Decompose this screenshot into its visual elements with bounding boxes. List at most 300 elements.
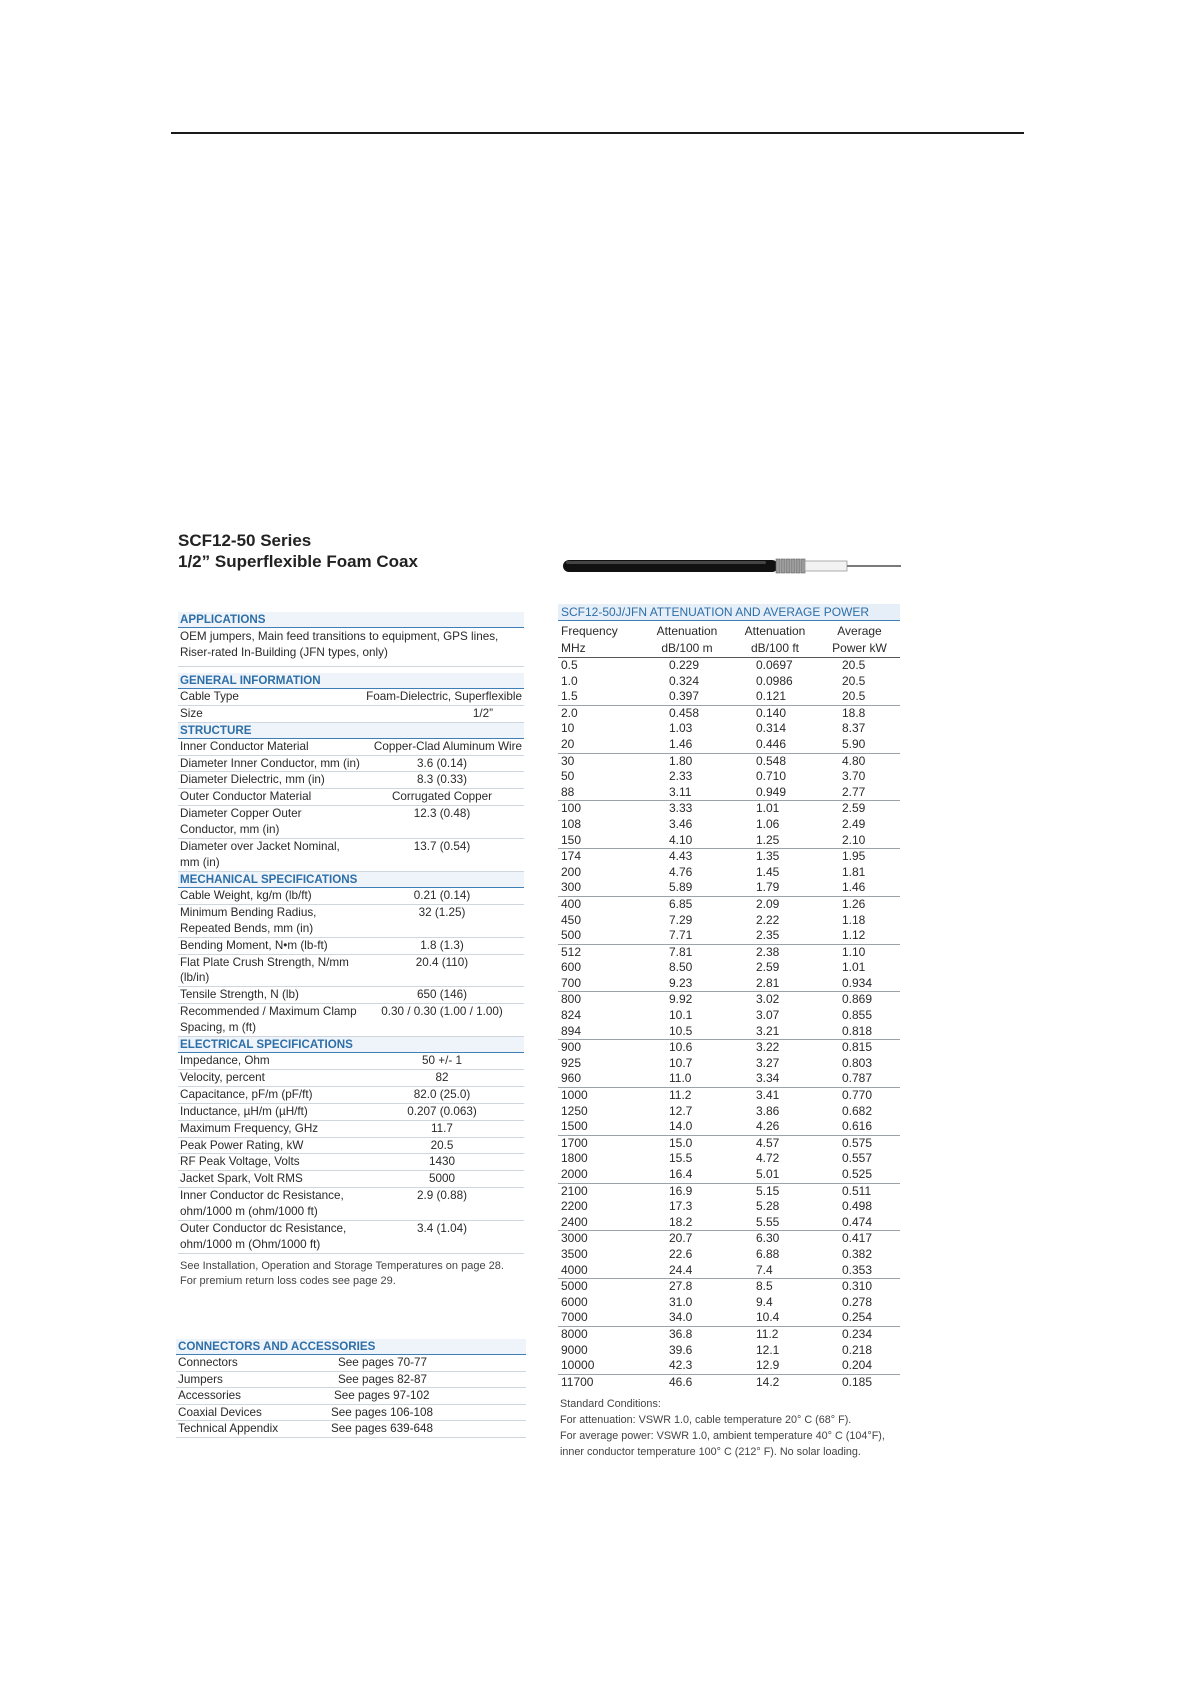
- connector-row: [176, 1372, 526, 1389]
- attenuation-ft-cell: 9.4: [756, 1294, 773, 1309]
- attenuation-row: [558, 1247, 900, 1263]
- spec-label: Minimum Bending Radius, Repeated Bends, mm (in): [180, 905, 317, 935]
- attenuation-ft-cell: 3.22: [756, 1040, 780, 1055]
- attenuation-ft-cell: 0.949: [756, 784, 787, 799]
- attenuation-ft-cell: 2.09: [756, 896, 780, 911]
- frequency-cell: 2100: [561, 1183, 588, 1198]
- spec-row: [178, 1004, 524, 1037]
- frequency-cell: 1000: [561, 1088, 588, 1103]
- spec-label: Diameter over Jacket Nominal, mm (in): [180, 840, 340, 869]
- applications-header: APPLICATIONS: [178, 612, 524, 628]
- average-power-cell: 0.557: [842, 1151, 873, 1166]
- spec-label: Outer Conductor dc Resistance, ohm/1000 m (Ohm/1000 ft): [180, 1222, 347, 1251]
- attenuation-m-cell: 4.76: [669, 864, 693, 879]
- spec-label: Outer Conductor Material: [180, 790, 312, 804]
- series-title: SCF12-50 Series: [178, 531, 312, 550]
- attenuation-m-cell: 10.7: [669, 1055, 693, 1070]
- attenuation-ft-cell: 2.59: [756, 960, 780, 975]
- spec-label: Inner Conductor Material: [180, 739, 309, 753]
- attenuation-m-cell: 4.10: [669, 832, 693, 847]
- frequency-cell: 700: [561, 975, 582, 990]
- average-power-cell: 1.95: [842, 849, 866, 864]
- frequency-cell: 100: [561, 801, 582, 816]
- attenuation-ft-cell: 1.45: [756, 864, 780, 879]
- average-power-cell: 0.185: [842, 1374, 873, 1389]
- attenuation-row: [558, 945, 900, 961]
- spec-value: 5000: [428, 1172, 455, 1186]
- spec-value: 1/2”: [472, 706, 494, 720]
- attenuation-m-cell: 7.29: [669, 912, 693, 927]
- spec-label: Maximum Frequency, GHz: [180, 1121, 319, 1135]
- spec-row: [178, 987, 524, 1004]
- attenuation-m-cell: 1.03: [669, 721, 693, 736]
- average-power-cell: 0.525: [842, 1167, 873, 1181]
- average-power-cell: 0.575: [842, 1135, 873, 1150]
- note-line: See Installation, Operation and Storage Temperatures on page 28.: [180, 1259, 504, 1272]
- frequency-cell: 108: [561, 816, 582, 831]
- attenuation-m-cell: 22.6: [669, 1246, 693, 1261]
- attenuation-row: [558, 833, 900, 850]
- attenuation-ft-cell: 6.30: [756, 1231, 780, 1246]
- column-header-line: Power kW: [832, 641, 887, 655]
- spec-row: [178, 1138, 524, 1155]
- average-power-cell: 0.382: [842, 1246, 873, 1261]
- average-power-cell: 5.90: [842, 736, 866, 751]
- attenuation-m-cell: 0.397: [669, 689, 700, 704]
- spec-row: [178, 806, 524, 839]
- electrical-specifications-header: ELECTRICAL SPECIFICATIONS: [178, 1037, 524, 1053]
- spec-row: [178, 689, 524, 706]
- spec-value: Foam-Dielectric, Superflexible: [366, 689, 522, 703]
- frequency-cell: 400: [561, 896, 582, 911]
- attenuation-ft-cell: 1.06: [756, 816, 780, 831]
- spec-value: 650 (146): [416, 988, 468, 1002]
- attenuation-ft-cell: 5.01: [756, 1167, 780, 1181]
- connector-row: [176, 1388, 526, 1405]
- spec-row: [178, 1087, 524, 1104]
- average-power-cell: 1.18: [842, 912, 866, 927]
- column-header-line: MHz: [561, 641, 586, 655]
- attenuation-ft-cell: 3.86: [756, 1103, 780, 1118]
- attenuation-m-cell: 11.2: [669, 1088, 692, 1103]
- spec-label: Inner Conductor dc Resistance, ohm/1000 m (ohm/1000 ft): [180, 1189, 344, 1219]
- attenuation-m-cell: 6.85: [669, 896, 693, 911]
- frequency-cell: 300: [561, 880, 582, 895]
- frequency-cell: 150: [561, 832, 582, 847]
- attenuation-m-cell: 7.71: [669, 928, 693, 943]
- attenuation-m-cell: 20.7: [669, 1231, 693, 1246]
- structure-header: STRUCTURE: [178, 723, 524, 739]
- average-power-cell: 20.5: [842, 673, 866, 688]
- attenuation-ft-cell: 3.41: [756, 1088, 780, 1103]
- average-power-cell: 0.511: [842, 1183, 872, 1198]
- attenuation-m-cell: 16.9: [669, 1183, 693, 1198]
- average-power-cell: 20.5: [842, 689, 866, 704]
- connectors-accessories-panel: [176, 1339, 526, 1438]
- attenuation-row: [558, 880, 900, 897]
- frequency-cell: 0.5: [561, 658, 578, 672]
- frequency-cell: 1250: [561, 1103, 588, 1118]
- spec-value: 11.7: [431, 1121, 453, 1135]
- spec-value: 32 (1.25): [418, 905, 466, 919]
- spec-row: [178, 1070, 524, 1087]
- attenuation-row: [558, 1184, 900, 1200]
- general-information-header: GENERAL INFORMATION: [178, 673, 524, 689]
- frequency-cell: 3000: [561, 1231, 588, 1246]
- product-title: [178, 530, 418, 572]
- attenuation-ft-cell: 2.35: [756, 928, 780, 943]
- attenuation-ft-cell: 4.72: [756, 1151, 780, 1166]
- product-subtitle: 1/2” Superflexible Foam Coax: [178, 552, 418, 571]
- attenuation-row: [558, 658, 900, 674]
- attenuation-row: [558, 1310, 900, 1327]
- attenuation-row: [558, 960, 900, 976]
- average-power-cell: 0.616: [842, 1119, 873, 1134]
- attenuation-ft-cell: 10.4: [756, 1310, 780, 1325]
- spec-row: [178, 772, 524, 789]
- attenuation-ft-cell: 1.01: [756, 801, 780, 816]
- spec-row: [178, 955, 524, 988]
- spec-row: [178, 1221, 524, 1254]
- column-header-line: dB/100 ft: [750, 641, 800, 655]
- attenuation-ft-cell: 1.79: [756, 880, 780, 895]
- spec-value: 82.0 (25.0): [413, 1087, 471, 1101]
- connector-label: Connectors: [178, 1356, 238, 1369]
- attenuation-ft-cell: 8.5: [756, 1279, 773, 1294]
- average-power-cell: 1.10: [842, 944, 866, 959]
- spec-label: Recommended / Maximum Clamp Spacing, m (ft): [180, 1005, 357, 1035]
- attenuation-row: [558, 785, 900, 802]
- frequency-cell: 2200: [561, 1199, 588, 1214]
- average-power-cell: 0.218: [842, 1342, 873, 1357]
- connector-label: Jumpers: [178, 1372, 223, 1386]
- average-power-cell: 0.204: [842, 1358, 873, 1373]
- attenuation-ft-cell: 3.21: [756, 1023, 780, 1038]
- attenuation-ft-cell: 2.22: [756, 912, 780, 927]
- attenuation-row: [558, 865, 900, 881]
- attenuation-m-cell: 0.324: [669, 673, 700, 688]
- attenuation-m-cell: 16.4: [669, 1167, 693, 1181]
- frequency-cell: 11700: [561, 1374, 594, 1389]
- attenuation-m-cell: 18.2: [669, 1214, 693, 1229]
- attenuation-ft-cell: 2.38: [756, 944, 780, 959]
- frequency-cell: 10000: [561, 1358, 595, 1373]
- spec-label: Cable Type: [180, 689, 239, 703]
- attenuation-ft-cell: 4.26: [756, 1119, 780, 1134]
- spec-label: Bending Moment, N•m (lb-ft): [180, 938, 328, 952]
- attenuation-m-cell: 31.0: [669, 1294, 693, 1309]
- frequency-cell: 50: [561, 769, 575, 784]
- average-power-cell: 2.49: [842, 816, 866, 831]
- attenuation-m-cell: 10.1: [669, 1008, 693, 1023]
- attenuation-row: [558, 1343, 900, 1359]
- attenuation-ft-cell: 11.2: [756, 1326, 779, 1341]
- frequency-cell: 2400: [561, 1214, 588, 1229]
- attenuation-m-cell: 3.11: [669, 784, 692, 799]
- spec-value: 3.6 (0.14): [416, 756, 468, 770]
- connector-pages: See pages 639-648: [331, 1422, 434, 1436]
- attenuation-m-cell: 7.81: [669, 944, 693, 959]
- attenuation-ft-cell: 5.55: [756, 1214, 780, 1229]
- spec-label: RF Peak Voltage, Volts: [180, 1155, 300, 1169]
- connector-row: [176, 1421, 526, 1438]
- attenuation-ft-cell: 3.27: [756, 1055, 780, 1070]
- attenuation-row: [558, 1358, 900, 1375]
- frequency-cell: 1.5: [561, 689, 578, 704]
- spec-label: Diameter Copper Outer Conductor, mm (in): [180, 807, 302, 837]
- attenuation-ft-cell: 5.15: [756, 1183, 780, 1198]
- attenuation-m-cell: 36.8: [669, 1326, 693, 1341]
- spec-value: 50 +/- 1: [422, 1054, 462, 1068]
- average-power-cell: 0.803: [842, 1055, 873, 1070]
- attenuation-row: [558, 754, 900, 770]
- attenuation-ft-cell: 0.710: [756, 769, 787, 784]
- attenuation-m-cell: 3.46: [669, 816, 693, 831]
- attenuation-ft-cell: 12.9: [756, 1358, 780, 1373]
- spec-label: Inductance, µH/m (µH/ft): [180, 1104, 308, 1118]
- attenuation-row: [558, 689, 900, 706]
- attenuation-m-cell: 5.89: [669, 880, 693, 895]
- spec-row: [178, 1171, 524, 1188]
- column-header-line: Average: [837, 624, 882, 638]
- attenuation-ft-cell: 6.88: [756, 1246, 780, 1261]
- attenuation-row: [558, 737, 900, 754]
- spec-label: Capacitance, pF/m (pF/ft): [180, 1087, 313, 1101]
- frequency-cell: 925: [561, 1055, 582, 1070]
- attenuation-m-cell: 11.0: [669, 1071, 692, 1086]
- attenuation-ft-cell: 12.1: [756, 1342, 780, 1357]
- attenuation-row: [558, 1104, 900, 1120]
- attenuation-row: [558, 721, 900, 737]
- attenuation-row: [558, 1231, 900, 1247]
- attenuation-row: [558, 1008, 900, 1024]
- attenuation-m-cell: 12.7: [669, 1103, 693, 1118]
- average-power-cell: 0.310: [842, 1279, 873, 1294]
- attenuation-m-cell: 9.23: [669, 975, 693, 990]
- attenuation-row: [558, 1056, 900, 1072]
- average-power-cell: 0.770: [842, 1088, 873, 1103]
- spec-value: 0.30 / 0.30 (1.00 / 1.00): [381, 1005, 503, 1019]
- attenuation-m-cell: 24.4: [669, 1262, 693, 1277]
- spec-row: [178, 789, 524, 806]
- attenuation-row: [558, 1151, 900, 1167]
- frequency-cell: 894: [561, 1023, 582, 1038]
- average-power-cell: 0.818: [842, 1023, 873, 1038]
- attenuation-m-cell: 4.43: [669, 849, 693, 864]
- average-power-cell: 1.26: [842, 896, 866, 911]
- frequency-cell: 174: [561, 849, 582, 864]
- column-header-line: Frequency: [561, 624, 618, 638]
- frequency-cell: 10: [561, 721, 575, 736]
- spec-label: Diameter Dielectric, mm (in): [180, 773, 325, 787]
- attenuation-row: [558, 674, 900, 690]
- attenuation-ft-cell: 4.57: [756, 1135, 780, 1150]
- attenuation-row: [558, 1375, 900, 1391]
- frequency-cell: 1800: [561, 1151, 588, 1166]
- attenuation-m-cell: 3.33: [669, 801, 693, 816]
- connector-label: Accessories: [178, 1389, 242, 1403]
- attenuation-rows: [558, 658, 900, 1390]
- attenuation-m-cell: 46.6: [669, 1374, 693, 1389]
- attenuation-ft-cell: 3.02: [756, 992, 780, 1007]
- frequency-cell: 9000: [561, 1342, 588, 1357]
- coax-cable-image: [563, 555, 903, 575]
- average-power-cell: 1.46: [842, 880, 866, 895]
- spec-value: 20.4 (110): [415, 955, 469, 969]
- spec-row: [178, 756, 524, 773]
- spec-value: Copper-Clad Aluminum Wire: [373, 739, 522, 753]
- frequency-cell: 2000: [561, 1167, 588, 1181]
- attenuation-m-cell: 1.46: [669, 736, 693, 751]
- spec-label: Flat Plate Crush Strength, N/mm (lb/in): [180, 955, 349, 985]
- frequency-cell: 960: [561, 1071, 582, 1086]
- attenuation-row: [558, 1136, 900, 1152]
- column-header-frequency: [558, 623, 643, 657]
- average-power-cell: 1.01: [842, 960, 866, 975]
- standard-conditions: [558, 1397, 900, 1460]
- standard-conditions-line: Standard Conditions:: [560, 1398, 661, 1411]
- attenuation-ft-cell: 0.121: [756, 689, 787, 704]
- attenuation-row: [558, 976, 900, 993]
- frequency-cell: 500: [561, 928, 582, 943]
- attenuation-row: [558, 1295, 900, 1311]
- average-power-cell: 0.278: [842, 1294, 873, 1309]
- frequency-cell: 200: [561, 864, 582, 879]
- attenuation-m-cell: 8.50: [669, 960, 693, 975]
- attenuation-row: [558, 1167, 900, 1184]
- spec-label: Peak Power Rating, kW: [180, 1138, 304, 1152]
- spec-row: [178, 1053, 524, 1070]
- connector-pages: See pages 97-102: [334, 1389, 430, 1403]
- frequency-cell: 800: [561, 992, 582, 1007]
- attenuation-row: [558, 1215, 900, 1232]
- spec-label: Diameter Inner Conductor, mm (in): [180, 756, 360, 770]
- frequency-cell: 512: [561, 944, 582, 959]
- average-power-cell: 0.682: [842, 1103, 873, 1118]
- attenuation-ft-cell: 7.4: [756, 1262, 773, 1277]
- spec-row: [178, 888, 524, 905]
- spec-value: 8.3 (0.33): [416, 773, 468, 787]
- spec-value: 3.4 (1.04): [416, 1222, 468, 1236]
- spec-value: 1430: [428, 1155, 455, 1169]
- attenuation-row: [558, 801, 900, 817]
- spec-row: [178, 1121, 524, 1138]
- average-power-cell: 1.12: [842, 928, 866, 943]
- average-power-cell: 0.869: [842, 992, 873, 1007]
- attenuation-table: [558, 604, 900, 1461]
- attenuation-row: [558, 1040, 900, 1056]
- mechanical-specifications-header: MECHANICAL SPECIFICATIONS: [178, 872, 524, 888]
- average-power-cell: 8.37: [842, 721, 866, 736]
- header-rule: [171, 132, 1024, 134]
- average-power-cell: 3.70: [842, 769, 866, 784]
- attenuation-row: [558, 913, 900, 929]
- connector-row: [176, 1405, 526, 1422]
- attenuation-ft-cell: 0.0697: [756, 658, 793, 672]
- average-power-cell: 0.474: [842, 1214, 873, 1229]
- frequency-cell: 450: [561, 912, 582, 927]
- specifications-panel: [178, 612, 524, 1290]
- attenuation-m-cell: 17.3: [669, 1199, 693, 1214]
- average-power-cell: 0.815: [842, 1040, 873, 1055]
- attenuation-m-cell: 34.0: [669, 1310, 693, 1325]
- column-header-average-power: [819, 623, 900, 657]
- attenuation-row: [558, 1199, 900, 1215]
- attenuation-ft-cell: 0.548: [756, 753, 787, 768]
- attenuation-m-cell: 10.5: [669, 1023, 693, 1038]
- column-header-line: Attenuation: [744, 624, 806, 638]
- attenuation-row: [558, 1088, 900, 1104]
- column-header-line: Attenuation: [656, 624, 718, 638]
- spec-value: 12.3 (0.48): [413, 807, 471, 821]
- attenuation-row: [558, 1024, 900, 1041]
- average-power-cell: 18.8: [842, 705, 866, 720]
- attenuation-table-title: SCF12-50J/JFN ATTENUATION AND AVERAGE POWER: [558, 604, 900, 621]
- average-power-cell: 2.77: [842, 784, 866, 799]
- average-power-cell: 0.417: [842, 1231, 873, 1246]
- spec-label: Tensile Strength, N (lb): [180, 988, 299, 1002]
- frequency-cell: 1.0: [561, 673, 578, 688]
- attenuation-ft-cell: 0.446: [756, 736, 787, 751]
- spec-row: [178, 706, 524, 723]
- attenuation-m-cell: 42.3: [669, 1358, 693, 1373]
- frequency-cell: 3500: [561, 1246, 588, 1261]
- attenuation-m-cell: 15.5: [669, 1151, 693, 1166]
- spec-label: Cable Weight, kg/m (lb/ft): [180, 888, 312, 902]
- standard-conditions-line: inner conductor temperature 100° C (212° F). No solar loading.: [560, 1445, 861, 1458]
- frequency-cell: 1500: [561, 1119, 588, 1134]
- connector-pages: See pages 82-87: [338, 1372, 428, 1386]
- attenuation-row: [558, 1279, 900, 1295]
- attenuation-m-cell: 27.8: [669, 1279, 693, 1294]
- attenuation-row: [558, 1071, 900, 1088]
- column-header-attenuation-m: [643, 623, 731, 657]
- attenuation-ft-cell: 14.2: [756, 1374, 780, 1389]
- attenuation-m-cell: 10.6: [669, 1040, 693, 1055]
- average-power-cell: 20.5: [842, 658, 866, 672]
- attenuation-m-cell: 0.229: [669, 658, 700, 672]
- attenuation-row: [558, 1263, 900, 1280]
- connectors-accessories-header: CONNECTORS AND ACCESSORIES: [176, 1339, 526, 1355]
- spec-row: [178, 739, 524, 756]
- frequency-cell: 600: [561, 960, 582, 975]
- attenuation-ft-cell: 1.25: [756, 832, 780, 847]
- connector-row: [176, 1355, 526, 1372]
- spec-row: [178, 1154, 524, 1171]
- column-header-line: dB/100 m: [661, 641, 713, 655]
- spec-row: [178, 905, 524, 938]
- spec-label: Jacket Spark, Volt RMS: [180, 1172, 303, 1186]
- spec-label: Velocity, percent: [180, 1070, 265, 1084]
- frequency-cell: 5000: [561, 1279, 588, 1294]
- frequency-cell: 824: [561, 1008, 582, 1023]
- attenuation-row: [558, 897, 900, 913]
- attenuation-m-cell: 9.92: [669, 992, 693, 1007]
- average-power-cell: 0.353: [842, 1262, 873, 1277]
- average-power-cell: 2.10: [842, 832, 866, 847]
- average-power-cell: 4.80: [842, 753, 866, 768]
- attenuation-m-cell: 1.80: [669, 753, 693, 768]
- attenuation-ft-cell: 1.35: [756, 849, 780, 864]
- connector-pages: See pages 106-108: [331, 1405, 434, 1419]
- attenuation-row: [558, 849, 900, 865]
- spec-value: 13.7 (0.54): [413, 840, 471, 854]
- frequency-cell: 8000: [561, 1326, 588, 1341]
- spec-label: Size: [180, 706, 203, 720]
- attenuation-row: [558, 1327, 900, 1343]
- connector-label: Coaxial Devices: [178, 1405, 262, 1419]
- spec-row: [178, 1104, 524, 1121]
